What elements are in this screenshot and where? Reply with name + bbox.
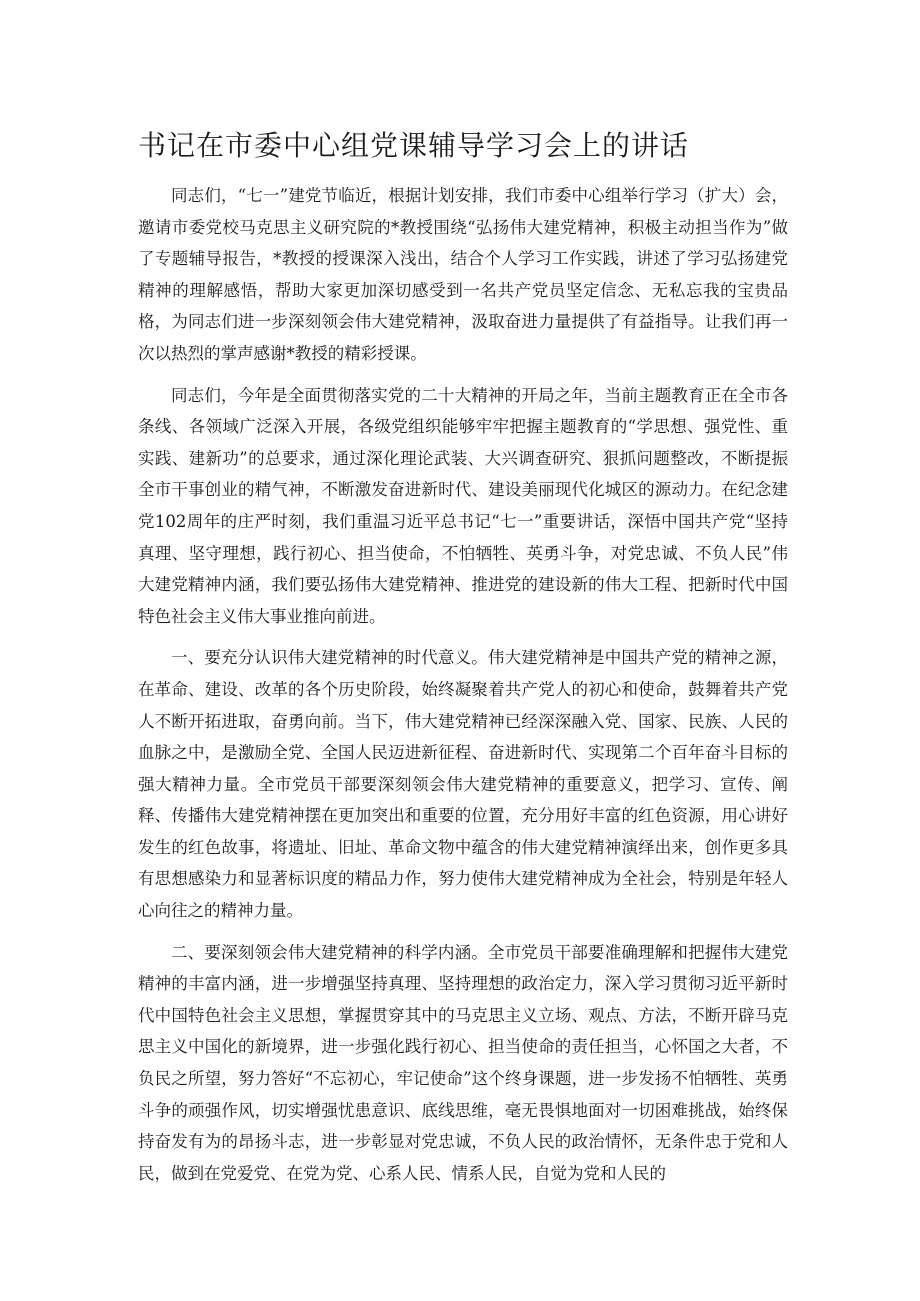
- paragraph-point-one: 一、要充分认识伟大建党精神的时代意义。伟大建党精神是中国共产党的精神之源，在革命、建设、改革的各个历史阶段，始终凝聚着共产党人的初心和使命，鼓舞着共产党人不断开拓进取，奋勇向前。当下，伟大建党精神已经深深融入党、国家、民族、人民的血脉之中，是激励全党、全国人民迈进新征程、奋进新时代、实现第二个百年奋斗目标的强大精神力量。全市党员干部要深刻领会伟大建党精神的重要意义，把学习、宣传、阐释、传播伟大建党精神摆在更加突出和重要的位置，充分用好丰富的红色资源，用心讲好发生的红色故事，将遗址、旧址、革命文物中蕴含的伟大建党精神演绎出来，创作更多具有思想感染力和显著标识度的精品力作，努力使伟大建党精神成为全社会，特别是年轻人心向往之的精神力量。: [138, 648, 788, 921]
- document-body: [138, 180, 788, 1199]
- paragraph-point-two: 二、要深刻领会伟大建党精神的科学内涵。全市党员干部要准确理解和把握伟大建党精神的丰富内涵，进一步增强坚持真理、坚持理想的政治定力，深入学习贯彻习近平新时代中国特色社会主义思想，掌握贯穿其中的马克思主义立场、观点、方法，不断开辟马克思主义中国化的新境界，进一步强化践行初心、担当使命的责任担当，心怀国之大者，不负民之所望，努力答好“不忘初心，牢记使命”这个终身课题，进一步发扬不怕牺牲、英勇斗争的顽强作风，切实增强忧患意识、底线思维，毫无畏惧地面对一切困难挑战，始终保持奋发有为的昂扬斗志，进一步彰显对党忠诚，不负人民的政治情怀，无条件忠于党和人民，做到在党爱党、在党为党、心系人民、情系人民，自觉为党和人民的: [138, 942, 788, 1183]
- paragraph-opening: 同志们，“七一”建党节临近，根据计划安排，我们市委中心组举行学习（扩大）会，邀请市委党校马克思主义研究院的*教授围绕“弘扬伟大建党精神，积极主动担当作为”做了专题辅导报告，*教授的授课深入浅出，结合个人学习工作实践，讲述了学习弘扬建党精神的理解感悟，帮助大家更加深切感受到一名共产党员坚定信念、无私忘我的宝贵品格，为同志们进一步深刻领会伟大建党精神，汲取奋进力量提供了有益指导。让我们再一次以热烈的掌声感谢*教授的精彩授课。: [138, 186, 788, 363]
- document-title: 书记在市委中心组党课辅导学习会上的讲话: [138, 129, 690, 162]
- paragraph-context: 同志们，今年是全面贯彻落实党的二十大精神的开局之年，当前主题教育正在全市各条线、各领域广泛深入开展，各级党组织能够牢牢把握主题教育的“学思想、强党性、重实践、建新功”的总要求，通过深化理论武装、大兴调查研究、狠抓问题整改，不断提振全市干事创业的精气神，不断激发奋进新时代、建设美丽现代化城区的源动力。在纪念建党102周年的庄严时刻，我们重温习近平总书记“七一”重要讲话，深悟中国共产党“坚持真理、坚守理想，践行初心、担当使命，不怕牺牲、英勇斗争，对党忠诚、不负人民”伟大建党精神内涵，我们要弘扬伟大建党精神、推进党的建设新的伟大工程、把新时代中国特色社会主义伟大事业推向前进。: [138, 385, 788, 626]
